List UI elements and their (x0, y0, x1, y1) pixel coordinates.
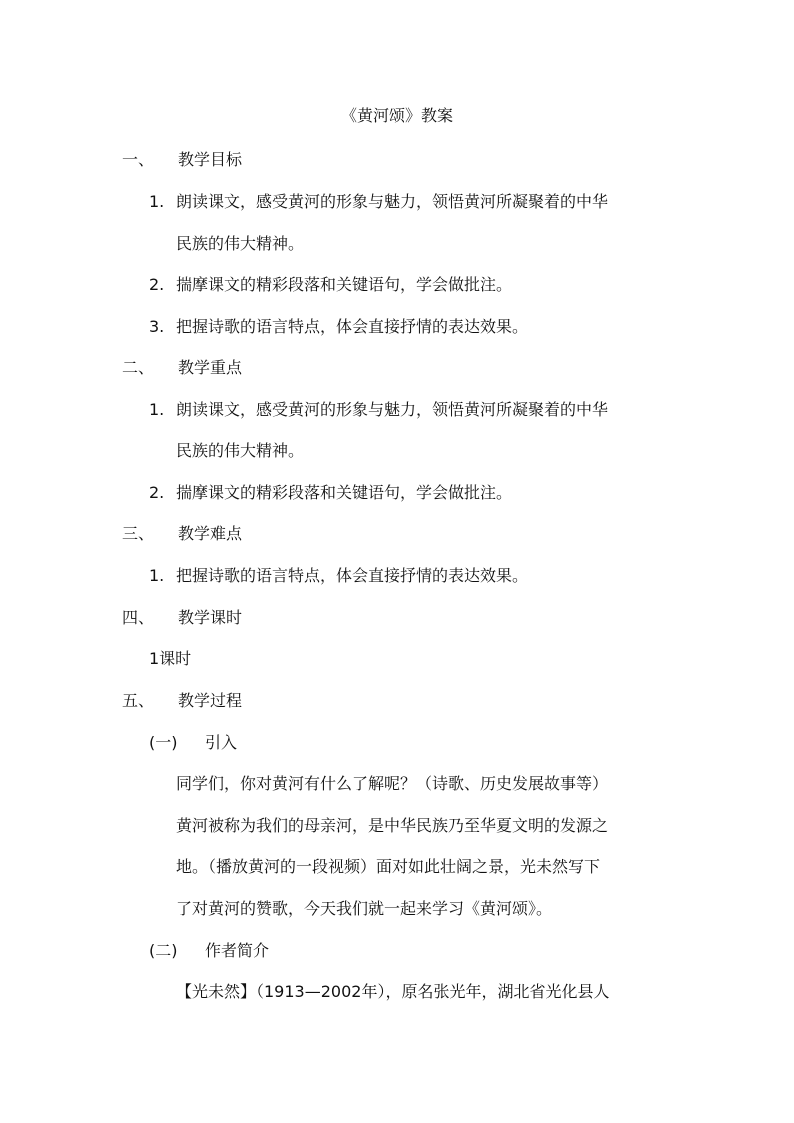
item-text: 朗读课文，感受黄河的形象与魅力，领悟黄河所凝聚着的中华 (176, 192, 609, 211)
subsection-number: (二) (149, 941, 178, 960)
section-title: 教学难点 (178, 524, 243, 543)
subsection-number: (一) (149, 733, 178, 752)
section-number: 一、 (122, 150, 155, 169)
item-text: 朗读课文，感受黄河的形象与魅力，领悟黄河所凝聚着的中华 (176, 400, 609, 419)
document-title: 《黄河颂》教案 (340, 106, 453, 125)
item-text: 民族的伟大精神。 (176, 441, 305, 460)
subsection-title: 引入 (205, 733, 238, 752)
item-number: 1. (149, 400, 165, 419)
subsection-title: 作者简介 (205, 941, 270, 960)
item-number: 3. (149, 317, 165, 336)
section-number: 二、 (122, 358, 155, 377)
class-hours-text: 1课时 (149, 649, 192, 668)
paragraph-text: 【光未然】（1913—2002年），原名张光年，湖北省光化县人 (176, 982, 610, 1001)
item-text: 把握诗歌的语言特点，体会直接抒情的表达效果。 (176, 317, 529, 336)
item-number: 1. (149, 192, 165, 211)
item-number: 2. (149, 483, 165, 502)
item-text: 把握诗歌的语言特点，体会直接抒情的表达效果。 (176, 566, 529, 585)
paragraph-text: 了对黄河的赞歌，今天我们就一起来学习《黄河颂》。 (176, 899, 553, 918)
item-number: 1. (149, 566, 165, 585)
section-number: 五、 (122, 691, 155, 710)
item-text: 揣摩课文的精彩段落和关键语句，学会做批注。 (176, 483, 513, 502)
section-title: 教学过程 (178, 691, 243, 710)
section-title: 教学重点 (178, 358, 243, 377)
section-title: 教学目标 (178, 150, 243, 169)
paragraph-text: 同学们，你对黄河有什么了解呢？（诗歌、历史发展故事等） (176, 774, 609, 793)
paragraph-text: 地。（播放黄河的一段视频）面对如此壮阔之景，光未然写下 (176, 857, 601, 876)
section-title: 教学课时 (178, 608, 243, 627)
item-text: 民族的伟大精神。 (176, 234, 305, 253)
item-number: 2. (149, 275, 165, 294)
item-text: 揣摩课文的精彩段落和关键语句，学会做批注。 (176, 275, 513, 294)
paragraph-text: 黄河被称为我们的母亲河，是中华民族乃至华夏文明的发源之 (176, 816, 609, 835)
section-number: 四、 (122, 608, 155, 627)
section-number: 三、 (122, 524, 155, 543)
